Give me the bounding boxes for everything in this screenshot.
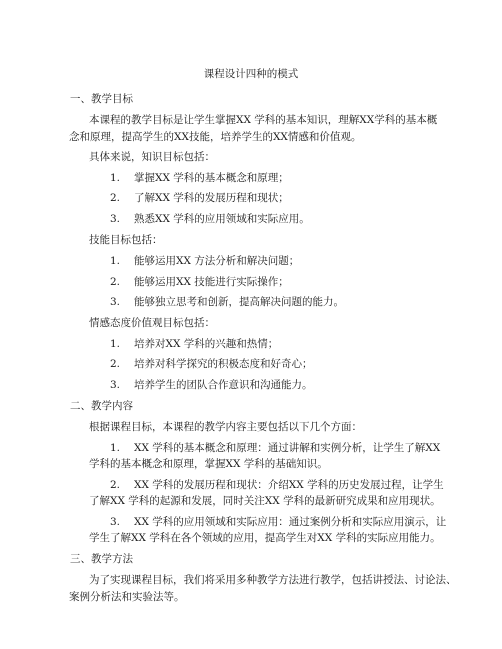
list-item-text: XX 学科的基本概念和原理：通过讲解和实例分析，让学生了解XX (134, 442, 441, 454)
list-item-text: 熟悉XX 学科的应用领域和实际应用。 (134, 213, 310, 225)
list-item-number: 3. (110, 213, 121, 225)
list-item-number: 2. (110, 276, 121, 288)
list-item (110, 212, 310, 226)
content-item-line2: 学科的基本概念和原理，掌握XX 学科的基础知识。 (89, 458, 328, 470)
list-item-number: 3. (110, 296, 121, 308)
content-item-line1 (110, 441, 440, 455)
list-item-number: 1. (110, 255, 121, 267)
list-item-text: 培养对XX 学科的兴趣和热情； (134, 338, 279, 350)
list-item-number: 2. (110, 479, 121, 491)
list-item-text: 了解XX 学科的发展历程和现状； (134, 192, 289, 204)
list-item-text: 培养学生的团队合作意识和沟通能力。 (134, 379, 313, 391)
document-title: 课程设计四种的模式 (203, 68, 299, 80)
methods-intro-line1: 为了实现课程目标，我们将采用多种教学方法进行教学，包括讲授法、讨论法、 (89, 574, 457, 586)
attitude-heading: 情感态度价值观目标包括： (89, 317, 215, 329)
list-item-text: XX 学科的发展历程和现状：介绍XX 学科的历史发展过程，让学生 (134, 479, 444, 491)
content-item-line1 (110, 515, 446, 529)
list-item-number: 3. (110, 379, 121, 391)
goals-intro-line1: 本课程的教学目标是让学生掌握XX 学科的基本知识，理解XX学科的基本概 (89, 114, 438, 126)
list-item-number: 3. (110, 516, 121, 528)
list-item-text: 掌握XX 学科的基本概念和原理； (134, 172, 289, 184)
list-item-number: 1. (110, 338, 121, 350)
list-item (110, 337, 278, 351)
list-item-number: 1. (110, 442, 121, 454)
section-heading-methods: 三、教学方法 (70, 553, 133, 565)
list-item-text: XX 学科的应用领域和实际应用：通过案例分析和实际应用演示，让 (134, 516, 447, 528)
list-item-number: 1. (110, 172, 121, 184)
knowledge-heading: 具体来说，知识目标包括： (89, 151, 215, 163)
content-item-line1 (110, 478, 444, 492)
content-item-line2: 学生了解XX 学科在各个领域的应用，提高学生对XX 学科的实际应用能力。 (89, 532, 441, 544)
list-item-text: 培养对科学探究的积极态度和好奇心； (134, 358, 313, 370)
list-item-number: 2. (110, 192, 121, 204)
section-heading-content: 二、教学内容 (70, 400, 133, 412)
content-item-line2: 了解XX 学科的起源和发展，同时关注XX 学科的最新研究成果和应用现状。 (89, 495, 441, 507)
list-item (110, 378, 313, 392)
list-item (110, 275, 289, 289)
list-item-number: 2. (110, 358, 121, 370)
section-heading-goals: 一、教学目标 (70, 93, 133, 105)
content-intro: 根据课程目标，本课程的教学内容主要包括以下几个方面： (89, 421, 362, 433)
methods-intro-line2: 案例分析法和实验法等。 (69, 591, 185, 603)
list-item-text: 能够运用XX 技能进行实际操作； (134, 276, 289, 288)
list-item (110, 191, 289, 205)
list-item (110, 357, 313, 371)
skill-heading: 技能目标包括： (89, 234, 163, 246)
list-item (110, 254, 299, 268)
list-item (110, 295, 344, 309)
list-item-text: 能够独立思考和创新，提高解决问题的能力。 (134, 296, 344, 308)
goals-intro-line2: 念和原理，提高学生的XX技能，培养学生的XX情感和价值观。 (69, 131, 362, 143)
list-item (110, 171, 289, 185)
list-item-text: 能够运用XX 方法分析和解决问题； (134, 255, 300, 267)
